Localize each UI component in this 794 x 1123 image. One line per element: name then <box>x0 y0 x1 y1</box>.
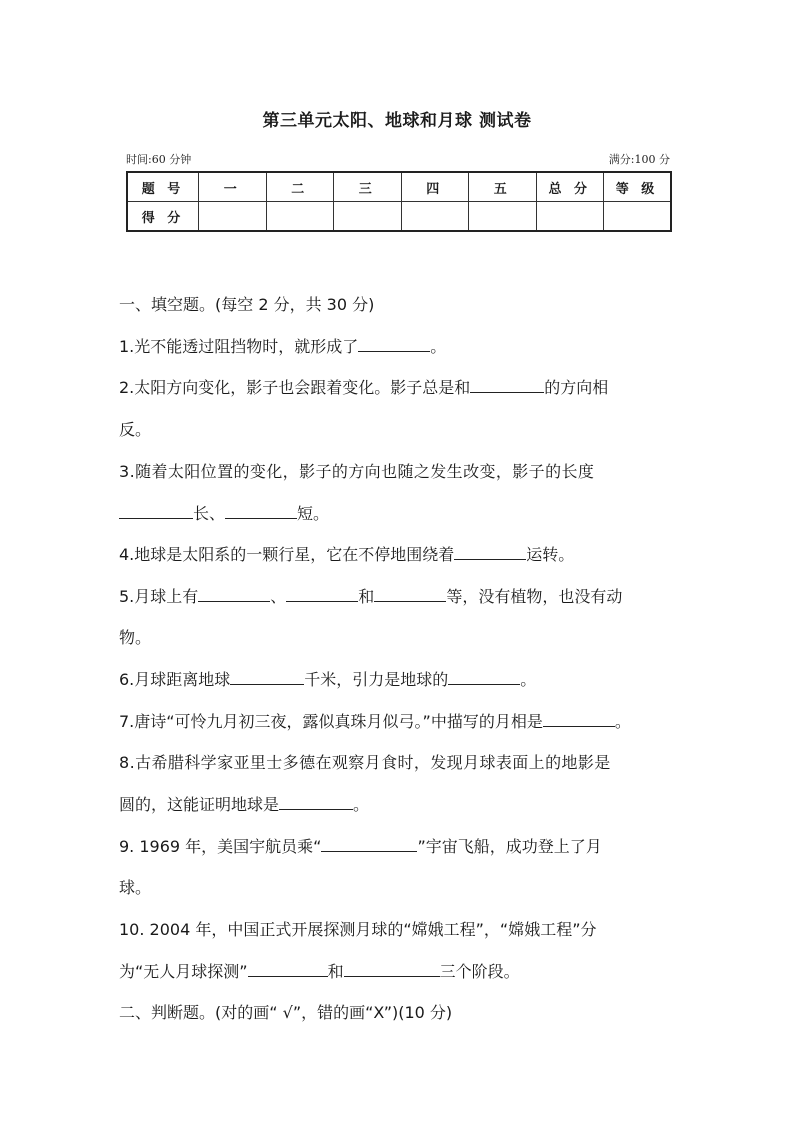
question-text: 等，没有植物，也没有动 <box>446 587 623 606</box>
question-text: 短。 <box>297 504 330 523</box>
question-text: 、 <box>270 587 287 606</box>
answer-blank[interactable] <box>321 837 417 852</box>
exam-title: 第三单元太阳、地球和月球 测试卷 <box>262 111 532 131</box>
question-text: ”宇宙飞船，成功登上了月 <box>417 837 602 856</box>
score-input-cell[interactable] <box>266 202 334 232</box>
question-text: 长、 <box>193 504 226 523</box>
question-4 <box>119 545 574 565</box>
section-2-heading: 二、判断题。(对的画“ √”，错的画“X”)(10 分) <box>119 1003 453 1022</box>
score-input-cell[interactable] <box>536 202 604 232</box>
question-3-cont <box>119 504 329 524</box>
answer-blank[interactable] <box>279 795 353 810</box>
score-input-cell[interactable] <box>604 202 672 232</box>
question-6 <box>119 670 536 690</box>
header-cell: 二 <box>266 172 334 202</box>
answer-blank[interactable] <box>344 962 440 977</box>
score-label-cell: 得 分 <box>127 202 199 232</box>
answer-blank[interactable] <box>248 962 328 977</box>
score-table <box>126 171 672 232</box>
question-9-cont: 球。 <box>119 878 152 897</box>
question-text: 千米，引力是地球的 <box>304 670 449 689</box>
question-8: 8.古希腊科学家亚里士多德在观察月食时，发现月球表面上的地影是 <box>119 753 611 772</box>
question-text: 运转。 <box>526 545 575 564</box>
question-2 <box>119 378 608 398</box>
score-input-cell[interactable] <box>401 202 469 232</box>
question-text: 7.唐诗“可怜九月初三夜，露似真珠月似弓。”中描写的月相是 <box>119 712 543 731</box>
question-text: 9. 1969 年，美国宇航员乘“ <box>119 837 322 856</box>
answer-blank[interactable] <box>230 670 304 685</box>
question-text: 的方向相 <box>544 378 609 397</box>
question-text: 圆的，这能证明地球是 <box>119 795 280 814</box>
question-10: 10. 2004 年，中国正式开展探测月球的“嫦娥工程”，“嫦娥工程”分 <box>119 920 597 939</box>
question-text: 。 <box>520 670 537 689</box>
question-5-cont: 物。 <box>119 628 152 647</box>
question-text: 为“无人月球探测” <box>119 962 248 981</box>
answer-blank[interactable] <box>286 587 358 602</box>
question-text: 1.光不能透过阻挡物时，就形成了 <box>119 337 359 356</box>
answer-blank[interactable] <box>448 670 520 685</box>
header-cell: 等 级 <box>604 172 672 202</box>
question-text: 6.月球距离地球 <box>119 670 231 689</box>
answer-blank[interactable] <box>543 712 615 727</box>
question-7 <box>119 712 631 732</box>
time-limit: 时间:60 分钟 <box>126 153 192 166</box>
answer-blank[interactable] <box>119 504 193 519</box>
question-text: 。 <box>614 712 631 731</box>
question-5 <box>119 587 622 607</box>
question-text: 和 <box>327 962 344 981</box>
question-2-cont: 反。 <box>119 420 152 439</box>
question-8-cont <box>119 795 369 815</box>
score-input-cell[interactable] <box>469 202 537 232</box>
answer-blank[interactable] <box>358 337 430 352</box>
answer-blank[interactable] <box>225 504 297 519</box>
answer-blank[interactable] <box>454 545 526 560</box>
header-cell: 三 <box>334 172 402 202</box>
question-text: 。 <box>430 337 447 356</box>
question-9 <box>119 837 602 857</box>
question-3: 3.随着太阳位置的变化，影子的方向也随之发生改变，影子的长度 <box>119 462 595 481</box>
score-table-header-row <box>127 172 671 202</box>
question-text: 5.月球上有 <box>119 587 199 606</box>
question-text: 4.地球是太阳系的一颗行星，它在不停地围绕着 <box>119 545 455 564</box>
question-10-cont <box>119 962 520 982</box>
header-cell: 四 <box>401 172 469 202</box>
score-input-cell[interactable] <box>334 202 402 232</box>
section-1-heading: 一、填空题。(每空 2 分，共 30 分) <box>119 295 375 314</box>
full-score: 满分:100 分 <box>608 153 670 166</box>
question-text: 2.太阳方向变化，影子也会跟着变化。影子总是和 <box>119 378 471 397</box>
answer-blank[interactable] <box>374 587 446 602</box>
score-table-score-row <box>127 202 671 232</box>
header-cell: 总 分 <box>536 172 604 202</box>
score-input-cell[interactable] <box>199 202 267 232</box>
answer-blank[interactable] <box>198 587 270 602</box>
question-text: 三个阶段。 <box>439 962 520 981</box>
question-text: 和 <box>358 587 375 606</box>
answer-blank[interactable] <box>470 378 544 393</box>
header-cell: 一 <box>199 172 267 202</box>
header-cell: 五 <box>469 172 537 202</box>
question-text: 。 <box>353 795 370 814</box>
header-cell: 题 号 <box>127 172 199 202</box>
question-1 <box>119 337 446 357</box>
